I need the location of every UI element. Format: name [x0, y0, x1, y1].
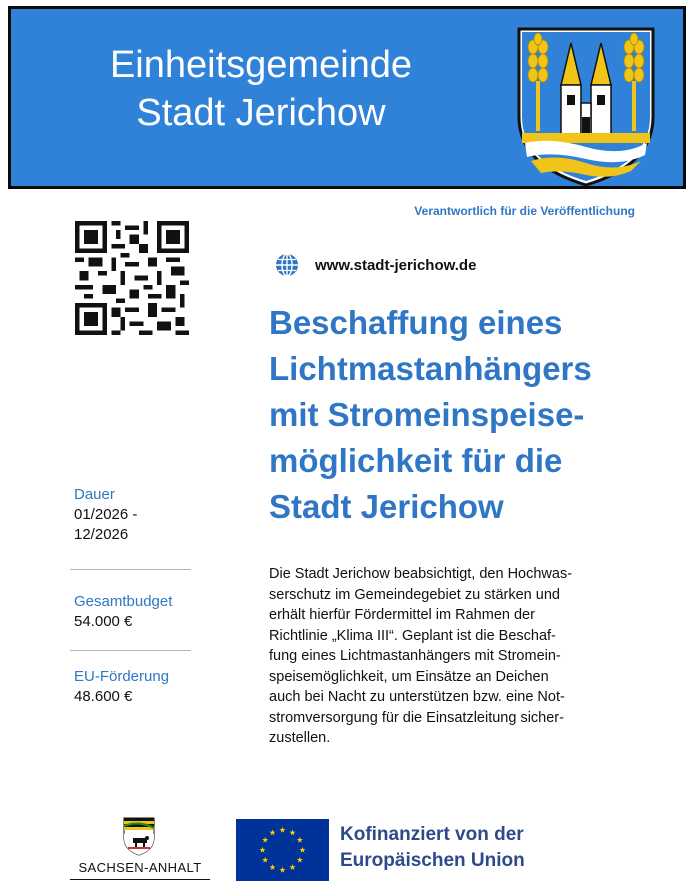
fact-label: EU-Förderung [74, 668, 170, 685]
description-line: auch bei Nacht zu unterstützen bzw. eine Not- [269, 689, 565, 705]
project-description [269, 564, 641, 749]
municipality-title [51, 41, 471, 137]
underline [70, 879, 210, 880]
title-line: mit Stromeinspeise- [269, 396, 585, 433]
fact-value: 48.600 € [74, 688, 133, 705]
qr-code-icon[interactable] [75, 221, 189, 335]
divider [70, 569, 191, 570]
responsibility-note: Verantwortlich für die Veröffentlichung [414, 204, 635, 218]
project-title [269, 300, 669, 530]
eu-cofinancing-label [340, 822, 600, 874]
eu-line: Europäischen Union [340, 850, 525, 871]
title-line: Stadt Jerichow [269, 488, 504, 525]
description-line: erhält hierfür Fördermittel im Rahmen der [269, 607, 535, 623]
fact-value: 54.000 € [74, 613, 133, 630]
project-facts [70, 485, 195, 707]
globe-icon [275, 253, 299, 277]
title-line: möglichkeit für die [269, 442, 563, 479]
jerichow-coat-of-arms-icon [511, 25, 661, 189]
website-link[interactable]: www.stadt-jerichow.de [315, 256, 477, 274]
title-line: Beschaffung eines [269, 304, 563, 341]
eu-line: Kofinanziert von der [340, 824, 524, 845]
sachsen-anhalt-crest-icon [122, 816, 156, 856]
fact-total-budget [70, 592, 195, 632]
divider [70, 650, 191, 651]
fact-duration [70, 485, 195, 545]
fact-value: 01/2026 - 12/2026 [74, 506, 138, 543]
header-banner [8, 6, 686, 189]
sachsen-anhalt-label: SACHSEN-ANHALT [78, 860, 202, 875]
title-line-1: Einheitsgemeinde [109, 44, 413, 86]
website-row[interactable] [275, 253, 476, 277]
description-line: Richtlinie „Klima III“. Geplant ist die Beschaf- [269, 627, 556, 644]
description-line: stromversorgung für die Einsatzleitung sicher- [269, 709, 564, 726]
description-line: speisemöglichkeit, um Einsätze an Deichen [269, 668, 549, 685]
title-line: Lichtmastanhängers [269, 350, 592, 387]
fact-eu-funding [70, 667, 195, 707]
description-line: serschutz im Gemeindegebiet zu stärken und [269, 586, 560, 603]
title-line-2: Stadt Jerichow [136, 92, 386, 134]
fact-label: Dauer [74, 486, 115, 503]
sachsen-anhalt-logo [70, 816, 210, 881]
description-line: Die Stadt Jerichow beabsichtigt, den Hochwas- [269, 566, 573, 582]
description-line: zustellen. [269, 730, 331, 746]
eu-flag-icon [236, 819, 329, 881]
fact-label: Gesamtbudget [74, 593, 173, 610]
description-line: fung eines Lichtmastanhängers mit Stromein- [269, 648, 561, 664]
